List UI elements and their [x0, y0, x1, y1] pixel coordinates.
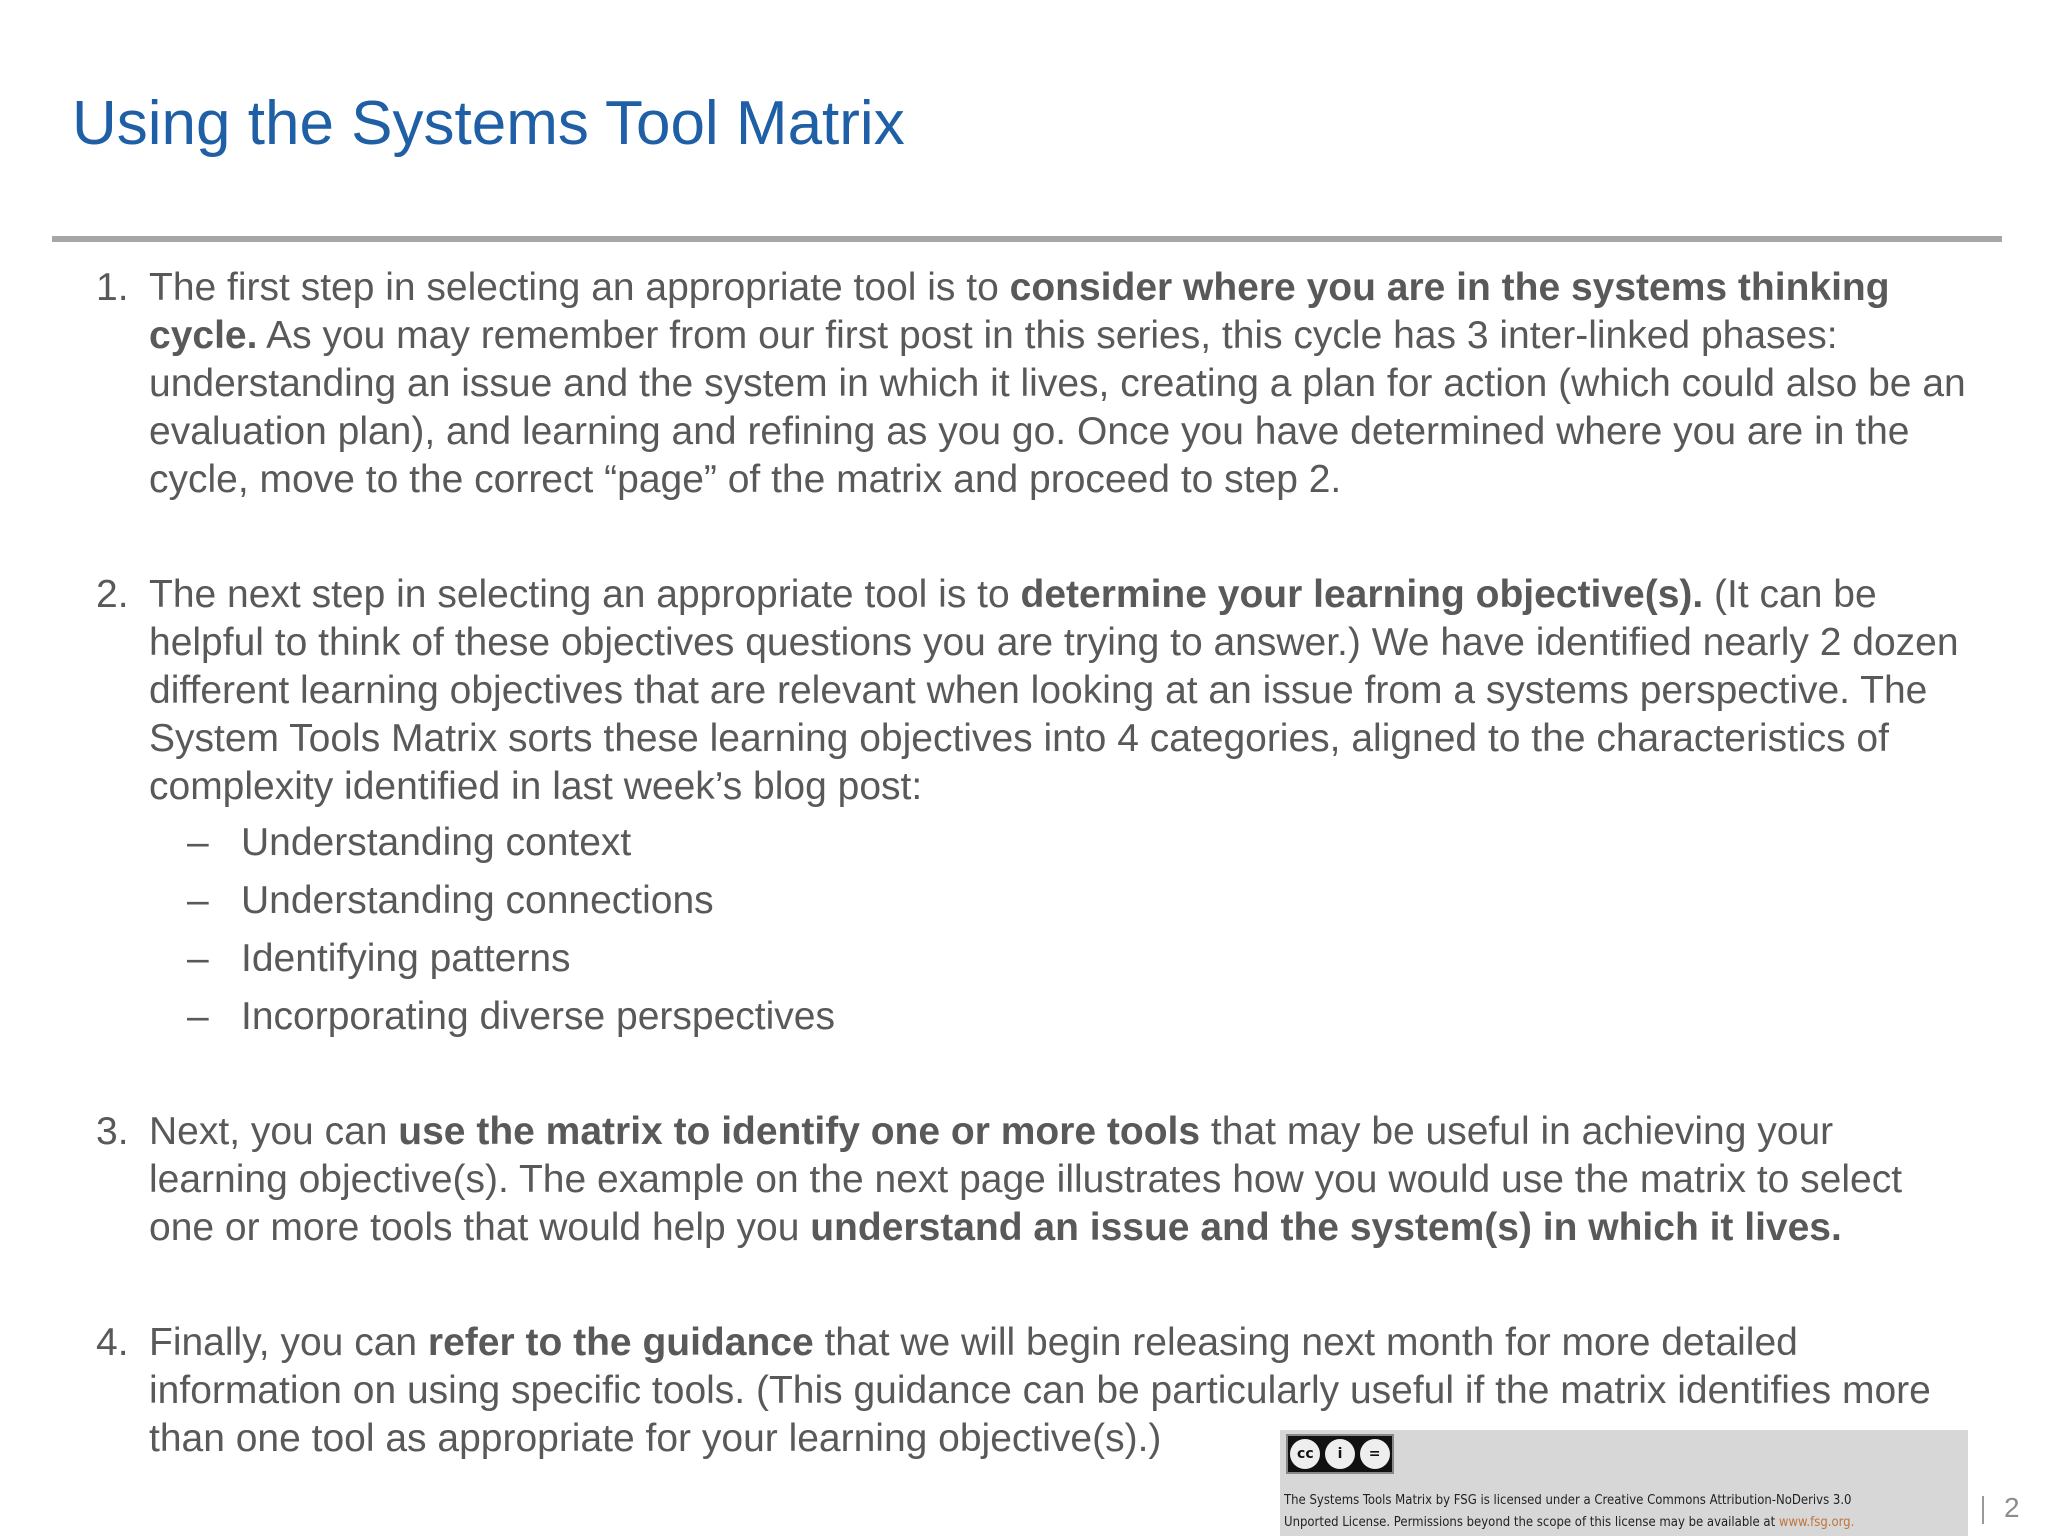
- list-item: – Understanding context: [149, 819, 1976, 867]
- step-2: [96, 571, 1976, 1041]
- cc-icon: cc: [1290, 1439, 1320, 1469]
- list-item: – Identifying patterns: [149, 935, 1976, 983]
- title-divider: [52, 236, 2002, 242]
- list-item: – Understanding connections: [149, 877, 1976, 925]
- dash-bullet: –: [187, 879, 209, 922]
- fsg-link[interactable]: www.fsg.org.: [1778, 1515, 1855, 1530]
- step-number: 3.: [96, 1110, 129, 1153]
- page-number-divider: [1982, 1496, 1984, 1524]
- step-text: Finally, you can refer to the guidance that we will begin releasing next month for more detailed information on using specific tools. (This guidance can be particularly useful if the matrix identifies more than one tool as appropriate for your learning objective(s).): [149, 1321, 1931, 1460]
- step-3: [96, 1108, 1976, 1252]
- no-derivatives-icon: =: [1360, 1439, 1390, 1469]
- license-text: The Systems Tools Matrix by FSG is licensed under a Creative Commons Attribution-NoDerivs 3.0 Unported License. Permissions beyond the scope of this license may be available at www.fsg.org.: [1284, 1493, 1855, 1530]
- step-number: 4.: [96, 1321, 129, 1364]
- step-text: The next step in selecting an appropriate tool is to determine your learning objective(s). (It can be helpful to think of these objectives questions you are trying to answer.) We have identified nearly 2 dozen different learning objectives that are relevant when looking at an issue from a systems perspective. The System Tools Matrix sorts these learning objectives into 4 categories, aligned to the characteristics of complexity identified in last week’s blog post:: [149, 573, 1959, 808]
- step-number: 1.: [96, 266, 129, 309]
- step-text: The first step in selecting an appropriate tool is to consider where you are in the systems thinking cycle. As you may remember from our first post in this series, this cycle has 3 inter-linked phases: understanding an issue and the system in which it lives, creating a plan for action (which could also be an evaluation plan), and learning and refining as you go. Once you have determined where you are in the cycle, move to the correct “page” of the matrix and proceed to step 2.: [149, 266, 1966, 501]
- attribution-icon: i: [1325, 1439, 1355, 1469]
- step-1: [96, 264, 1976, 504]
- steps-list: [96, 264, 1976, 1463]
- dash-bullet: –: [187, 937, 209, 980]
- list-item: – Incorporating diverse perspectives: [149, 993, 1976, 1041]
- page-number: 2: [2004, 1492, 2020, 1523]
- step-text: Next, you can use the matrix to identify one or more tools that may be useful in achieving your learning objective(s). The example on the next page illustrates how you would use the matrix to select one or more tools that would help you understand an issue and the system(s) in which it lives.: [149, 1110, 1903, 1249]
- license-notice: [1280, 1430, 1968, 1536]
- step-number: 2.: [96, 573, 129, 616]
- learning-objective-categories: [149, 819, 1976, 1041]
- dash-bullet: –: [187, 995, 209, 1038]
- page-title: Using the Systems Tool Matrix: [72, 89, 905, 158]
- dash-bullet: –: [187, 821, 209, 864]
- creative-commons-badge[interactable]: [1286, 1434, 1394, 1474]
